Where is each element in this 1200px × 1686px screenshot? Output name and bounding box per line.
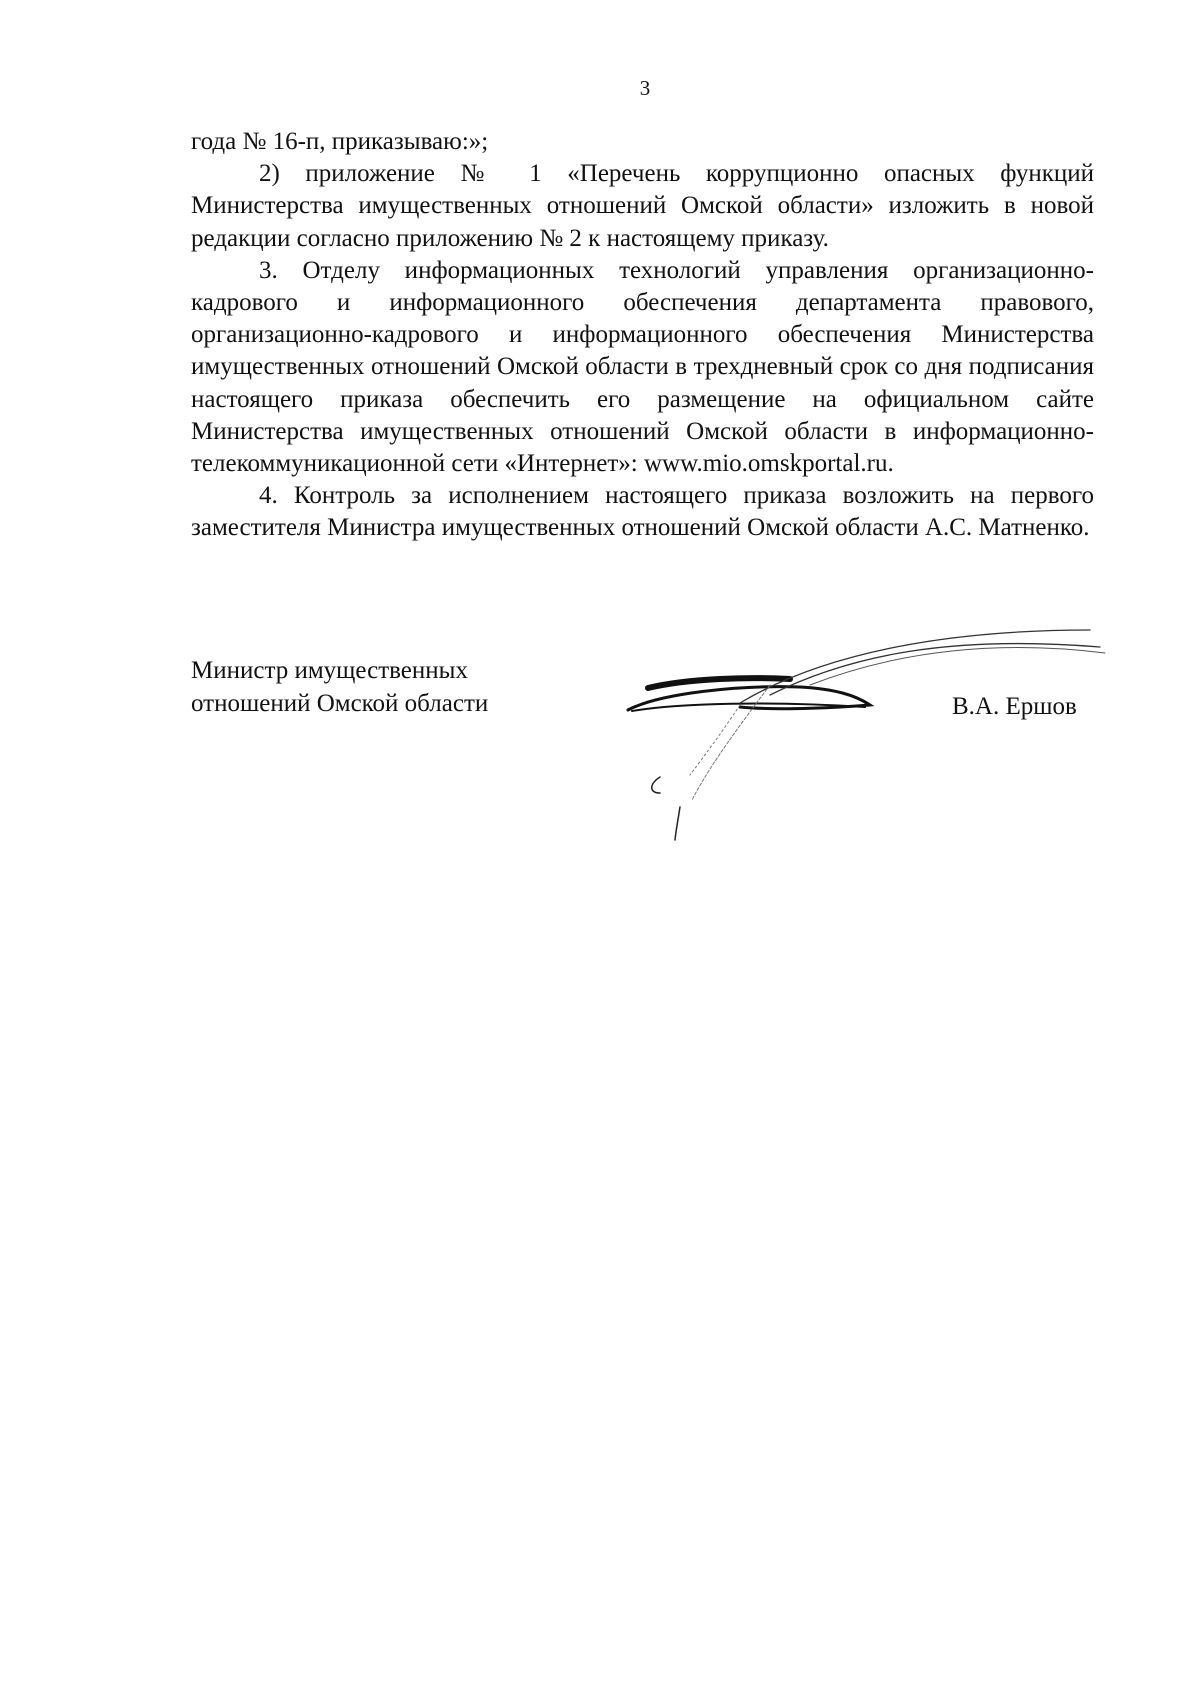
paragraph-continuation: года № 16-п, приказываю:»; — [191, 128, 489, 155]
signatory-name: В.А. Ершов — [952, 693, 1077, 720]
document-body — [191, 126, 1094, 545]
paragraph-item-4: 4. Контроль за исполнением настоящего приказа возложить на первого заместителя Министра имущественных отношений Омской области А.С. Матненко. — [191, 482, 1094, 542]
signatory-title-line-2: отношений Омской области — [191, 690, 489, 717]
paragraph-item-3: 3. Отделу информационных технологий управления организационно-кадрового и информационного обеспечения департамента правового, организационно-кадрового и информационного обеспечения Министерства имущественных отношений Омской области в трехдневный срок со дня подписания настоящего приказа обеспечить его размещение на официальном сайте Министерства имущественных отношений Омской области в информационно-телекоммуникационной сети «Интернет»: www.mio.omskportal.ru. — [191, 256, 1094, 478]
handwritten-signature — [620, 615, 1120, 855]
signatory-title — [191, 654, 488, 720]
signatory-title-line-1: Министр имущественных — [191, 657, 468, 684]
paragraph-item-2: 2) приложение № 1 «Перечень коррупционно опасных функций Министерства имущественных отношений Омской области» изложить в новой редакции согласно приложению № 2 к настоящему приказу. — [191, 160, 1094, 252]
page-number: 3 — [639, 76, 651, 100]
